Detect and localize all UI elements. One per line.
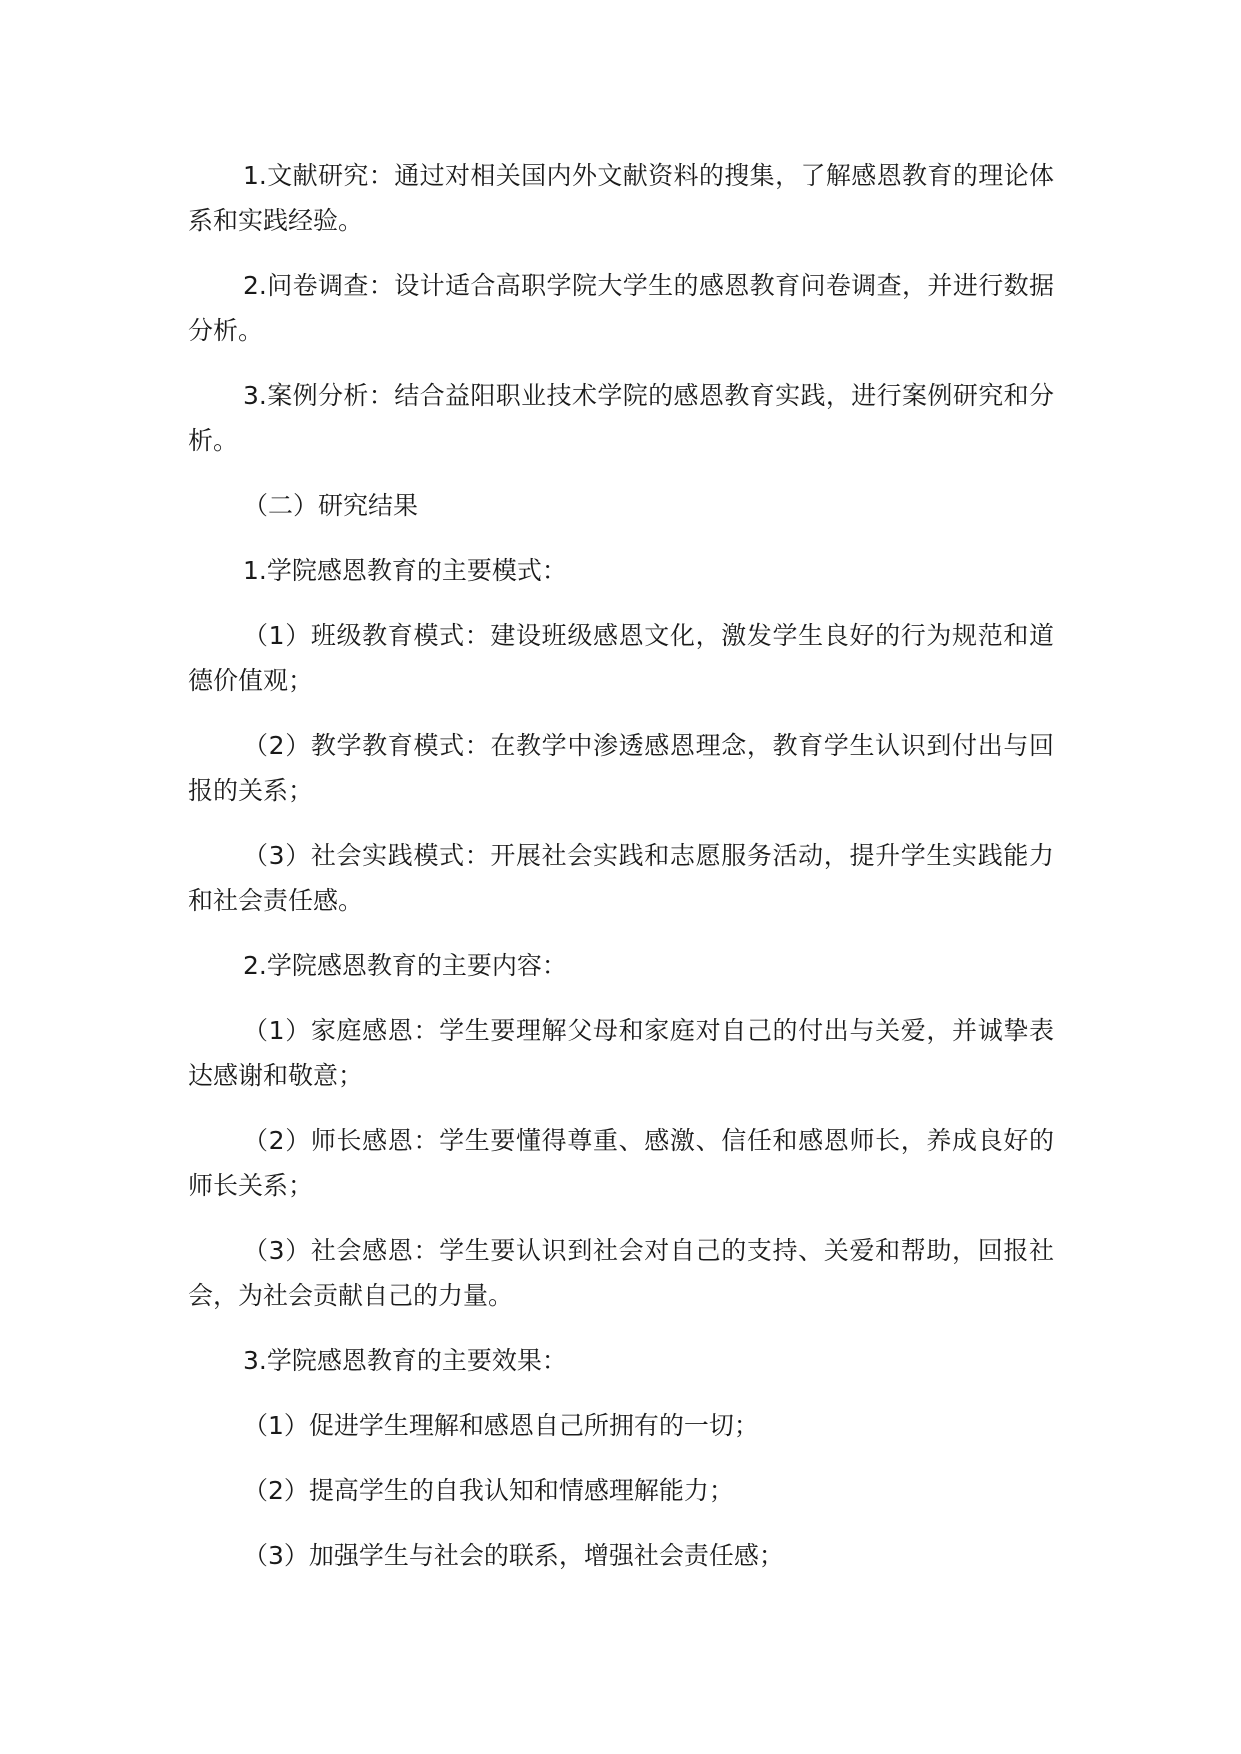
paragraph-teacher-gratitude: （2）师长感恩：学生要懂得尊重、感激、信任和感恩师长，养成良好的师长关系； [188,1126,1054,1200]
paragraph-effect-1: （1）促进学生理解和感恩自己所拥有的一切； [243,1411,759,1440]
paragraph-case-analysis: 3.案例分析：结合益阳职业技术学院的感恩教育实践，进行案例研究和分析。 [188,381,1054,455]
section-heading-research-results: （二）研究结果 [243,491,419,520]
paragraph-effect-3: （3）加强学生与社会的联系，增强社会责任感； [243,1541,784,1570]
paragraph-main-modes: 1.学院感恩教育的主要模式： [243,556,567,585]
paragraph-class-education-mode: （1）班级教育模式：建设班级感恩文化，激发学生良好的行为规范和道德价值观； [188,621,1054,695]
paragraph-social-gratitude: （3）社会感恩：学生要认识到社会对自己的支持、关爱和帮助，回报社会，为社会贡献自己的力量。 [188,1236,1054,1310]
paragraph-teaching-education-mode: （2）教学教育模式：在教学中渗透感恩理念，教育学生认识到付出与回报的关系； [188,731,1054,805]
paragraph-questionnaire-survey: 2.问卷调查：设计适合高职学院大学生的感恩教育问卷调查，并进行数据分析。 [188,271,1054,345]
paragraph-main-effects: 3.学院感恩教育的主要效果： [243,1346,567,1375]
paragraph-family-gratitude: （1）家庭感恩：学生要理解父母和家庭对自己的付出与关爱，并诚挚表达感谢和敬意； [188,1016,1054,1090]
paragraph-effect-2: （2）提高学生的自我认知和情感理解能力； [243,1476,734,1505]
paragraph-literature-research: 1.文献研究：通过对相关国内外文献资料的搜集，了解感恩教育的理论体系和实践经验。 [188,161,1054,235]
paragraph-social-practice-mode: （3）社会实践模式：开展社会实践和志愿服务活动，提升学生实践能力和社会责任感。 [188,841,1054,915]
paragraph-main-content: 2.学院感恩教育的主要内容： [243,951,567,980]
document-body [188,153,1054,1598]
